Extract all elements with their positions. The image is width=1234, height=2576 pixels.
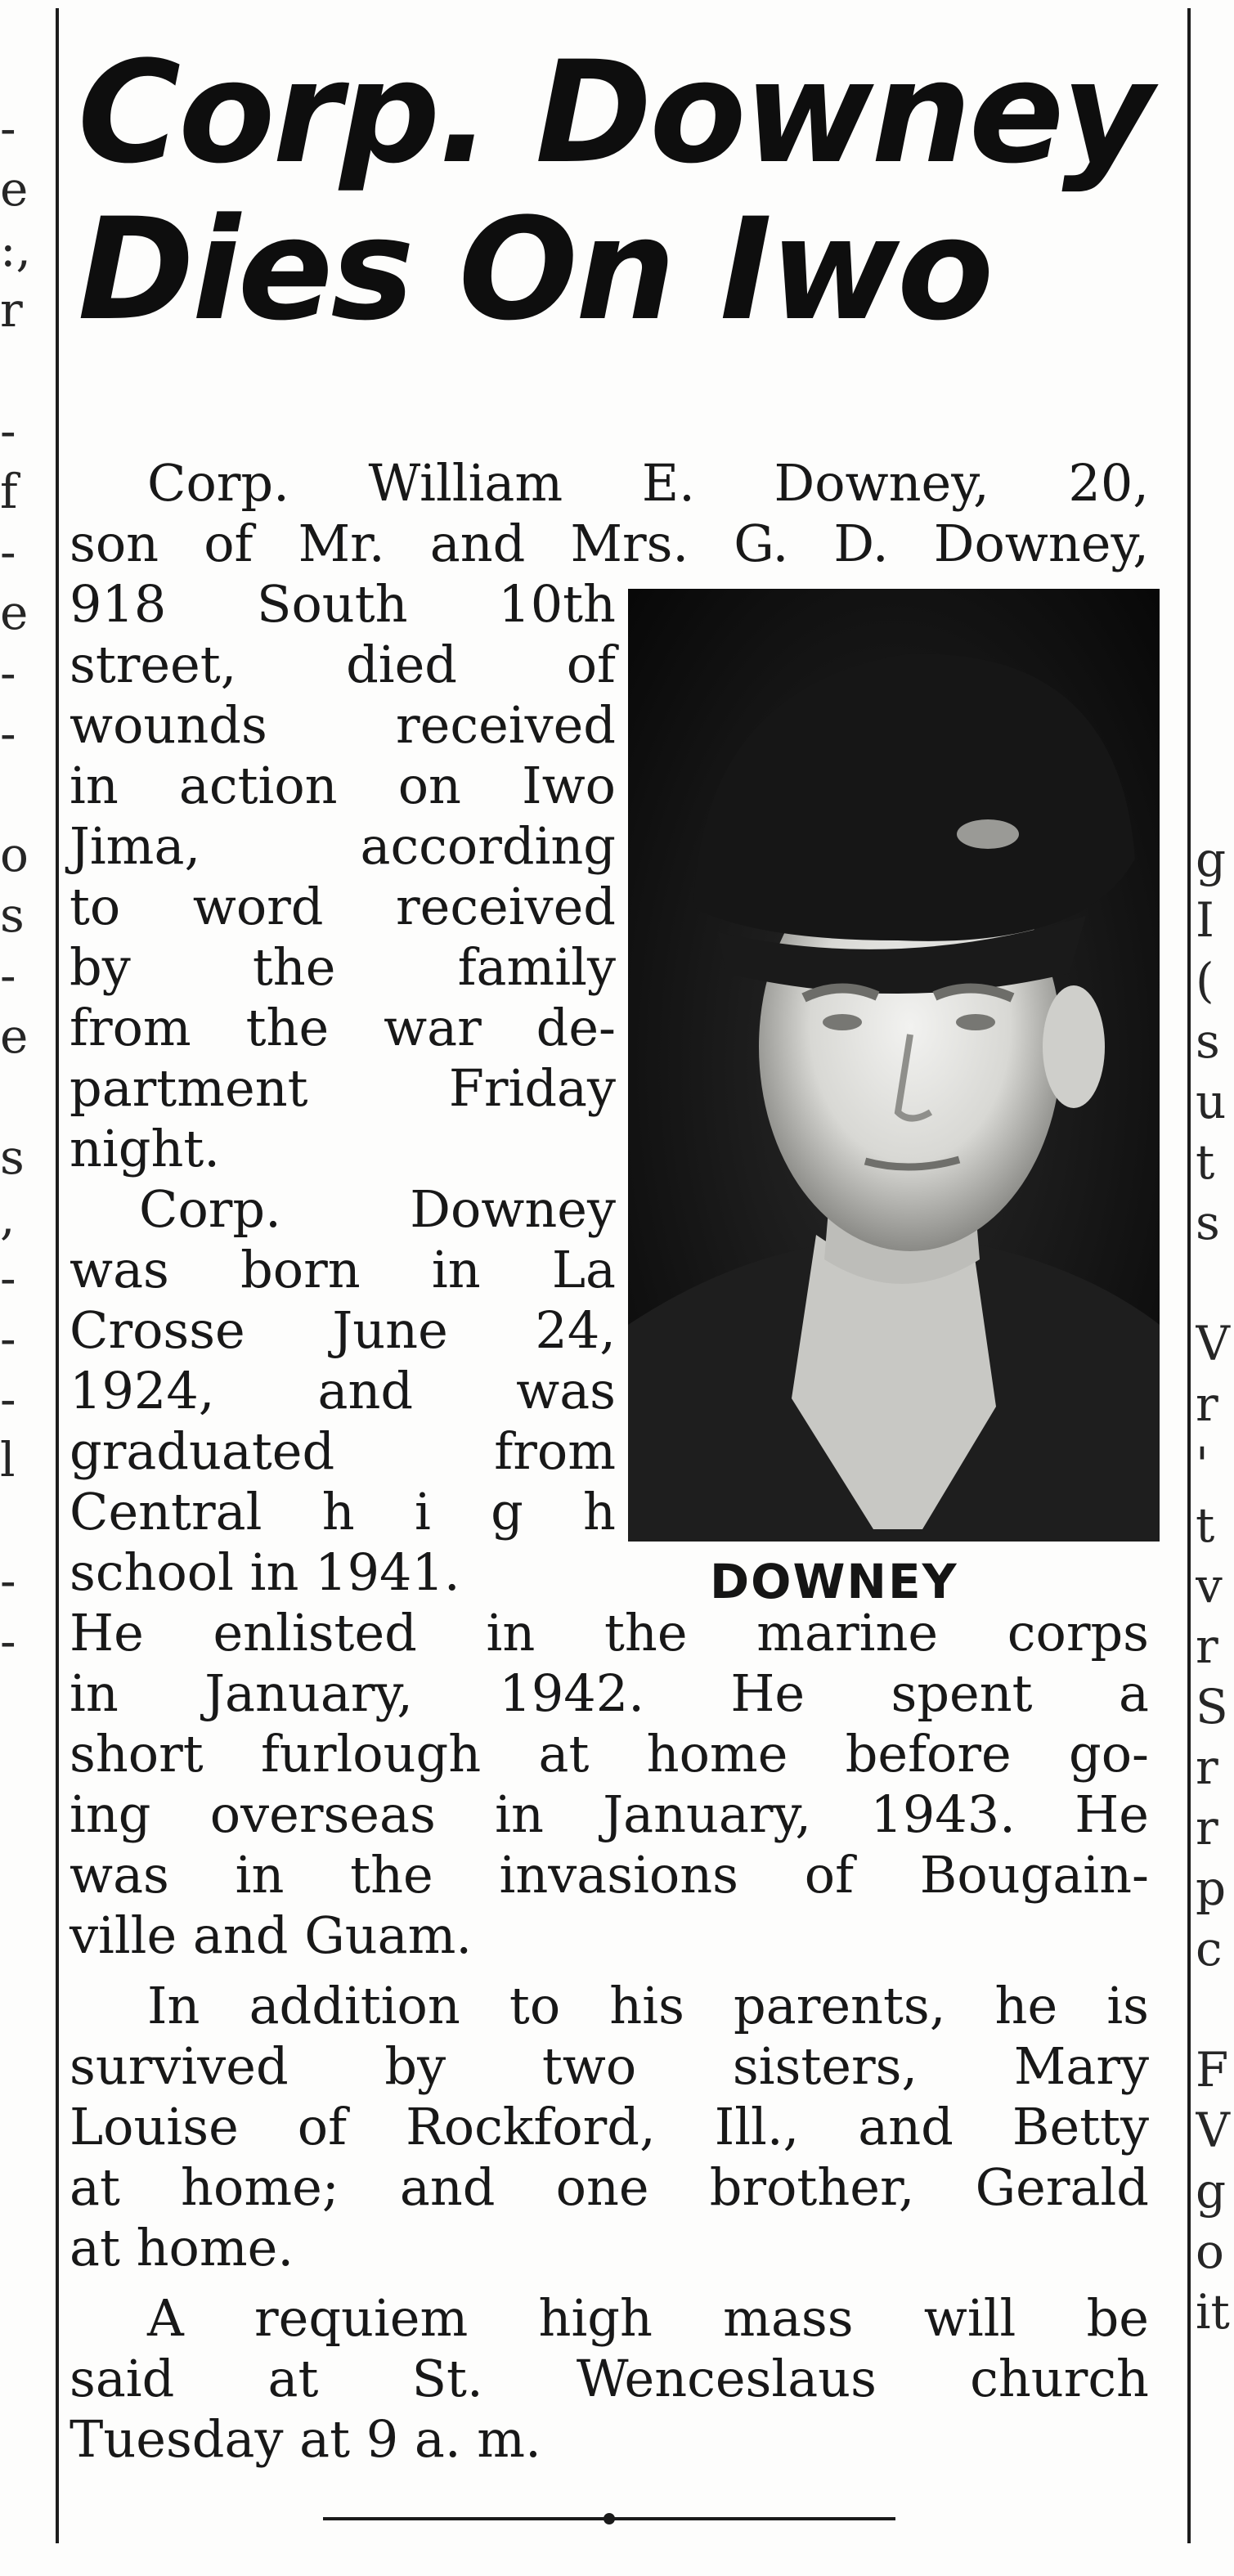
- right-fragment-char: r: [1196, 1618, 1218, 1674]
- article-line: in January, 1942. He spent a: [70, 1663, 1149, 1723]
- end-ornament-dash: [323, 2511, 895, 2527]
- right-fragment-char: F: [1196, 2042, 1229, 2098]
- right-fragment-char: g: [1196, 2163, 1227, 2219]
- article-line: from the war de-: [70, 998, 616, 1057]
- article-line: graduated from: [70, 1421, 616, 1481]
- right-fragment-char: t: [1196, 1497, 1215, 1553]
- right-fragment-char: [1196, 769, 1234, 829]
- article-line: Central h i g h: [70, 1482, 616, 1542]
- left-fragment-char: e: [0, 585, 29, 640]
- right-fragment-char: [1196, 1979, 1234, 2040]
- article-line: A requiem high mass will be: [147, 2288, 1149, 2348]
- right-fragment-char: g: [1196, 832, 1227, 887]
- left-fragment-char: f: [0, 464, 18, 519]
- article-line: school in 1941.: [70, 1542, 460, 1602]
- article-line: said at St. Wenceslaus church: [70, 2349, 1149, 2408]
- right-fragment-char: u: [1196, 1074, 1227, 1129]
- left-fragment-char: -: [0, 524, 16, 580]
- article-line: to word received: [70, 877, 616, 936]
- article-line: Jima, according: [70, 816, 616, 876]
- article-line: Corp. William E. Downey, 20,: [147, 453, 1149, 513]
- article-line: was born in La: [70, 1240, 616, 1299]
- right-fragment-char: V: [1196, 1316, 1230, 1371]
- article-line: He enlisted in the marine corps: [70, 1603, 1149, 1663]
- article-line: son of Mr. and Mrs. G. D. Downey,: [70, 514, 1149, 573]
- article-line: ing overseas in January, 1943. He: [70, 1784, 1149, 1844]
- left-fragment-char: e: [0, 161, 29, 217]
- article-line: street, died of: [70, 635, 616, 694]
- left-fragment-char: -: [0, 1553, 16, 1609]
- left-column-fragment: [0, 98, 51, 1672]
- right-fragment-char: ': [1196, 1437, 1209, 1492]
- right-fragment-char: t: [1196, 1134, 1215, 1190]
- article-line: In addition to his parents, he is: [147, 1976, 1149, 2035]
- left-fragment-char: [0, 764, 51, 824]
- article-line: ville and Guam.: [70, 1905, 473, 1965]
- left-fragment-char: -: [0, 403, 16, 459]
- portrait-image: [628, 589, 1160, 1542]
- right-fragment-char: r: [1196, 1376, 1218, 1432]
- article-line: night.: [70, 1119, 221, 1178]
- article-line: Tuesday at 9 a. m.: [70, 2409, 541, 2469]
- article-line: 918 South 10th: [70, 574, 616, 634]
- left-fragment-char: s: [0, 1129, 25, 1185]
- left-fragment-char: -: [0, 706, 16, 761]
- left-fragment-char: s: [0, 887, 25, 943]
- right-fragment-char: (: [1196, 953, 1214, 1008]
- article-line: wounds received: [70, 695, 616, 755]
- left-fragment-char: -: [0, 1250, 16, 1306]
- headline-line-1: Corp. Downey: [78, 30, 1151, 195]
- left-fragment-char: o: [0, 827, 29, 882]
- right-fragment-char: S: [1196, 1679, 1228, 1735]
- left-fragment-char: :,: [0, 222, 31, 277]
- article-line: short furlough at home before go-: [70, 1724, 1149, 1784]
- article-line: 1924, and was: [70, 1361, 616, 1420]
- right-fragment-char: [1196, 1253, 1234, 1313]
- article-line: partment Friday: [70, 1058, 616, 1118]
- right-fragment-char: I: [1196, 892, 1214, 948]
- article-line: at home.: [70, 2218, 294, 2278]
- left-fragment-char: -: [0, 948, 16, 1003]
- headline-line-2: Dies On Iwo: [78, 187, 992, 352]
- right-fragment-char: r: [1196, 1800, 1218, 1856]
- right-fragment-char: c: [1196, 1921, 1223, 1977]
- left-fragment-char: [0, 1066, 51, 1127]
- left-fragment-char: [0, 1490, 51, 1551]
- article-line: Crosse June 24,: [70, 1300, 616, 1360]
- right-column-rule: [1187, 8, 1191, 2543]
- portrait-photo: [628, 589, 1160, 1542]
- right-fragment-char: v: [1196, 1558, 1223, 1613]
- left-fragment-char: l: [0, 1432, 16, 1488]
- left-fragment-char: -: [0, 645, 16, 701]
- headline: [78, 30, 1173, 352]
- photo-caption: DOWNEY: [710, 1554, 958, 1609]
- left-fragment-char: -: [0, 1311, 16, 1367]
- article-line: Louise of Rockford, Ill., and Betty: [70, 2097, 1149, 2156]
- left-fragment-char: -: [0, 1371, 16, 1427]
- right-column-fragment: [1196, 769, 1234, 2342]
- article-line: in action on Iwo: [70, 756, 616, 815]
- left-fragment-char: [0, 340, 51, 401]
- right-fragment-char: o: [1196, 2224, 1224, 2279]
- right-fragment-char: s: [1196, 1013, 1220, 1069]
- article-line: Corp. Downey: [139, 1179, 616, 1239]
- right-fragment-char: p: [1196, 1860, 1227, 1916]
- left-fragment-char: e: [0, 1008, 29, 1064]
- right-fragment-char: it: [1196, 2284, 1230, 2340]
- left-fragment-char: r: [0, 282, 23, 338]
- left-fragment-char: ,: [0, 1190, 16, 1245]
- article-line: was in the invasions of Bougain-: [70, 1845, 1149, 1905]
- left-column-rule: [56, 8, 59, 2543]
- article-line: by the family: [70, 937, 616, 997]
- right-fragment-char: V: [1196, 2103, 1230, 2158]
- article-line: at home; and one brother, Gerald: [70, 2157, 1149, 2217]
- left-fragment-char: -: [0, 101, 16, 156]
- article-line: survived by two sisters, Mary: [70, 2036, 1149, 2096]
- right-fragment-char: r: [1196, 1739, 1218, 1795]
- right-fragment-char: s: [1196, 1195, 1220, 1250]
- left-fragment-char: -: [0, 1613, 16, 1669]
